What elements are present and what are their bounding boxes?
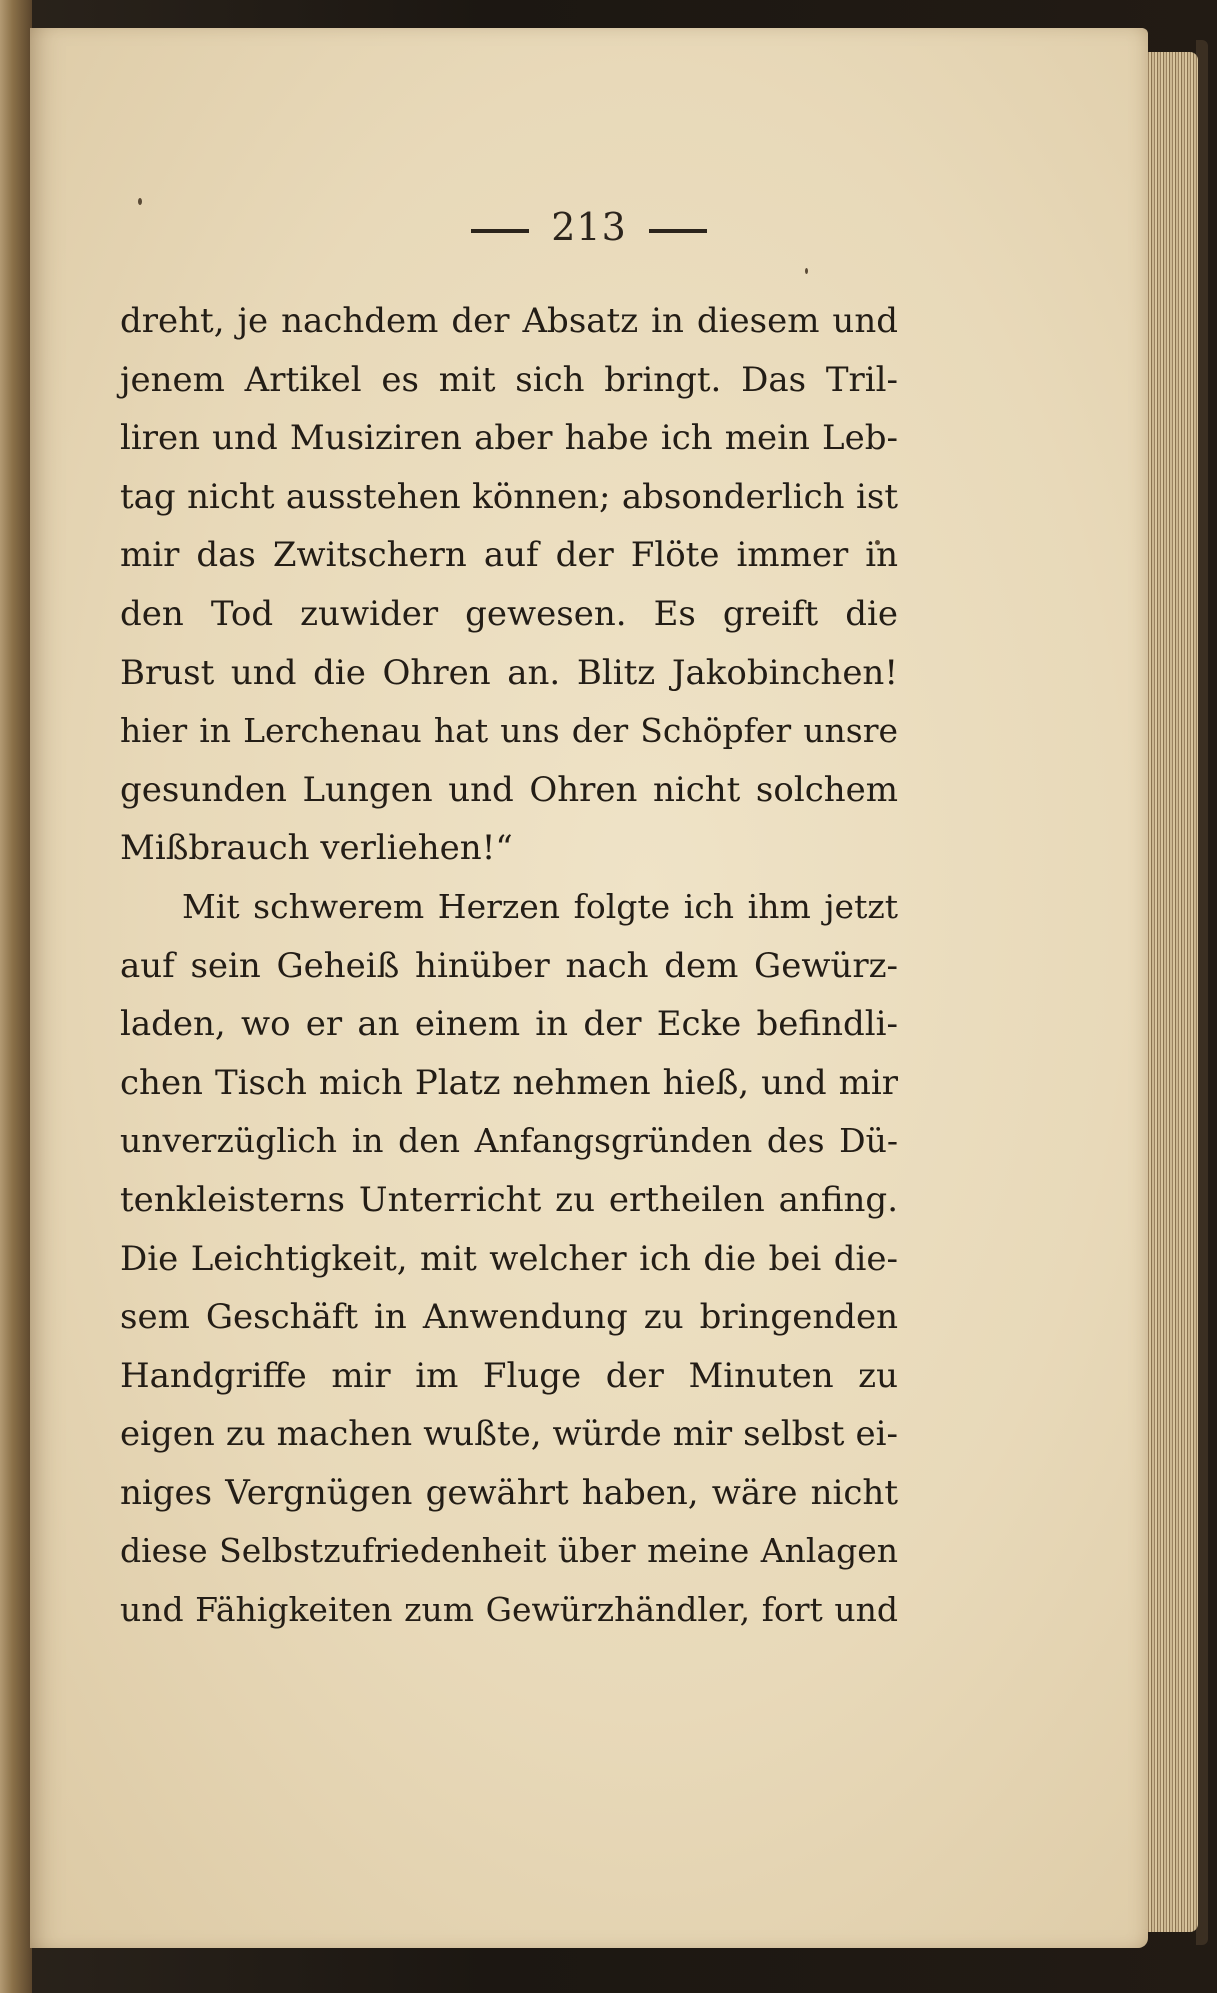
paper-speck bbox=[805, 268, 808, 274]
text-line: niges Vergnügen gewährt haben, wäre nicht bbox=[120, 1472, 898, 1513]
text-line: mir das Zwitschern auf der Flöte immer in bbox=[120, 535, 898, 576]
paper-speck bbox=[138, 198, 142, 205]
text-line: unverzüglich in den Anfangsgründen des Dü- bbox=[120, 1121, 898, 1161]
text-line: gesunden Lungen und Ohren nicht solchem bbox=[120, 769, 898, 810]
text-line: dreht, je nachdem der Absatz in diesem und bbox=[120, 301, 898, 341]
text-line: den Tod zuwider gewesen. Es greift die bbox=[120, 593, 898, 634]
text-line: Brust und die Ohren an. Blitz Jakobinchen! bbox=[120, 652, 898, 693]
text-line: Mit schwerem Herzen folgte ich ihm jetzt bbox=[182, 886, 898, 926]
text-line: auf sein Geheiß hinüber nach dem Gewürz- bbox=[120, 945, 898, 986]
header-dash-right bbox=[649, 229, 707, 233]
binding-edge bbox=[0, 0, 32, 1993]
page-header bbox=[30, 205, 1148, 249]
page-stack-edge bbox=[1146, 52, 1198, 1932]
text-line: tenkleisterns Unterricht zu ertheilen anfing. bbox=[120, 1179, 898, 1220]
body-text bbox=[120, 292, 898, 1640]
text-line: Handgriffe mir im Fluge der Minuten zu bbox=[120, 1355, 898, 1396]
text-line: jenem Artikel es mit sich bringt. Das Tril- bbox=[120, 359, 898, 400]
text-line: hier in Lerchenau hat uns der Schöpfer unsre bbox=[120, 711, 898, 751]
text-line: und Fähigkeiten zum Gewürzhändler, fort und bbox=[120, 1590, 898, 1630]
page-number: 213 bbox=[551, 205, 627, 249]
text-line: Die Leichtigkeit, mit welcher ich die bei die- bbox=[120, 1238, 898, 1279]
text-line: eigen zu machen wußte, würde mir selbst ei- bbox=[120, 1414, 898, 1455]
text-line: liren und Musiziren aber habe ich mein Leb- bbox=[120, 418, 898, 459]
text-line: chen Tisch mich Platz nehmen hieß, und mir bbox=[120, 1062, 898, 1103]
header-dash-left bbox=[471, 229, 529, 233]
text-line: Mißbrauch verliehen!“ bbox=[120, 828, 513, 869]
text-line: laden, wo er an einem in der Ecke befindli- bbox=[120, 1004, 898, 1045]
text-line: sem Geschäft in Anwendung zu bringenden bbox=[120, 1297, 898, 1338]
text-line: tag nicht ausstehen können; absonderlich ist bbox=[120, 476, 898, 517]
text-line: diese Selbstzufriedenheit über meine Anlagen bbox=[120, 1531, 898, 1571]
